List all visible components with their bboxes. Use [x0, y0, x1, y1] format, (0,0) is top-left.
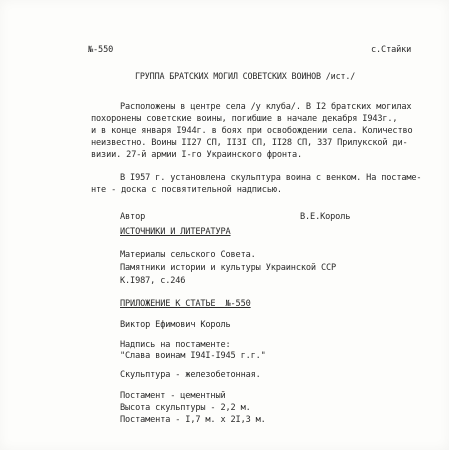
paragraph1-line: похоронены советские воины, погибшие в начале декабря I943г., — [91, 114, 398, 124]
village-name: с.Стайки — [371, 45, 412, 55]
document-number: №-550 — [88, 45, 114, 55]
paragraph2-line: нте - доска с посвятительной надписью. — [91, 185, 282, 195]
author-name: В.Е.Король — [300, 212, 351, 222]
pedestal-material: Постамент - цементный — [120, 391, 226, 401]
paragraph1-line: визии. 27-й армии I-го Украинского фронта. — [91, 150, 303, 160]
paragraph1-line: и в конце января I944г. в боях при освобождении села. Количество — [91, 126, 413, 136]
document-title: ГРУППА БРАТСКИХ МОГИЛ СОВЕТСКИХ ВОИНОВ /ист./ — [135, 71, 356, 81]
paragraph1-line: Расположены в центре села /у клуба/. В I2 братских могилах — [120, 102, 412, 112]
source-line: Материалы сельского Совета. — [120, 250, 256, 260]
sources-heading: ИСТОЧНИКИ И ЛИТЕРАТУРА — [120, 227, 231, 237]
sculpture-height: Высота скульптуры - 2,2 м. — [120, 403, 251, 413]
sculpture-material: Скульптура - железобетонная. — [120, 370, 261, 380]
paragraph2-line: В I957 г. установлена скульптура воина с венком. На постаме- — [120, 173, 422, 183]
paragraph1-line: неизвестно. Воины II27 СП, II3I СП, II28 СП, 337 Прилукской ди- — [91, 138, 408, 148]
appendix-heading: ПРИЛОЖЕНИЕ К СТАТЬЕ №-550 — [120, 299, 251, 309]
inscription-label: Надпись на постаменте: — [120, 340, 231, 350]
author-label: Автор — [120, 212, 146, 222]
source-line: К.I987, с.246 — [120, 276, 186, 286]
inscription-text: "Слава воинам I94I-I945 г.г." — [120, 351, 266, 361]
source-line: Памятники истории и культуры Украинской ССР — [120, 263, 337, 273]
appendix-person: Виктор Ефимович Король — [120, 320, 231, 330]
pedestal-size: Постамента - I,7 м. х 2I,3 м. — [120, 415, 266, 425]
